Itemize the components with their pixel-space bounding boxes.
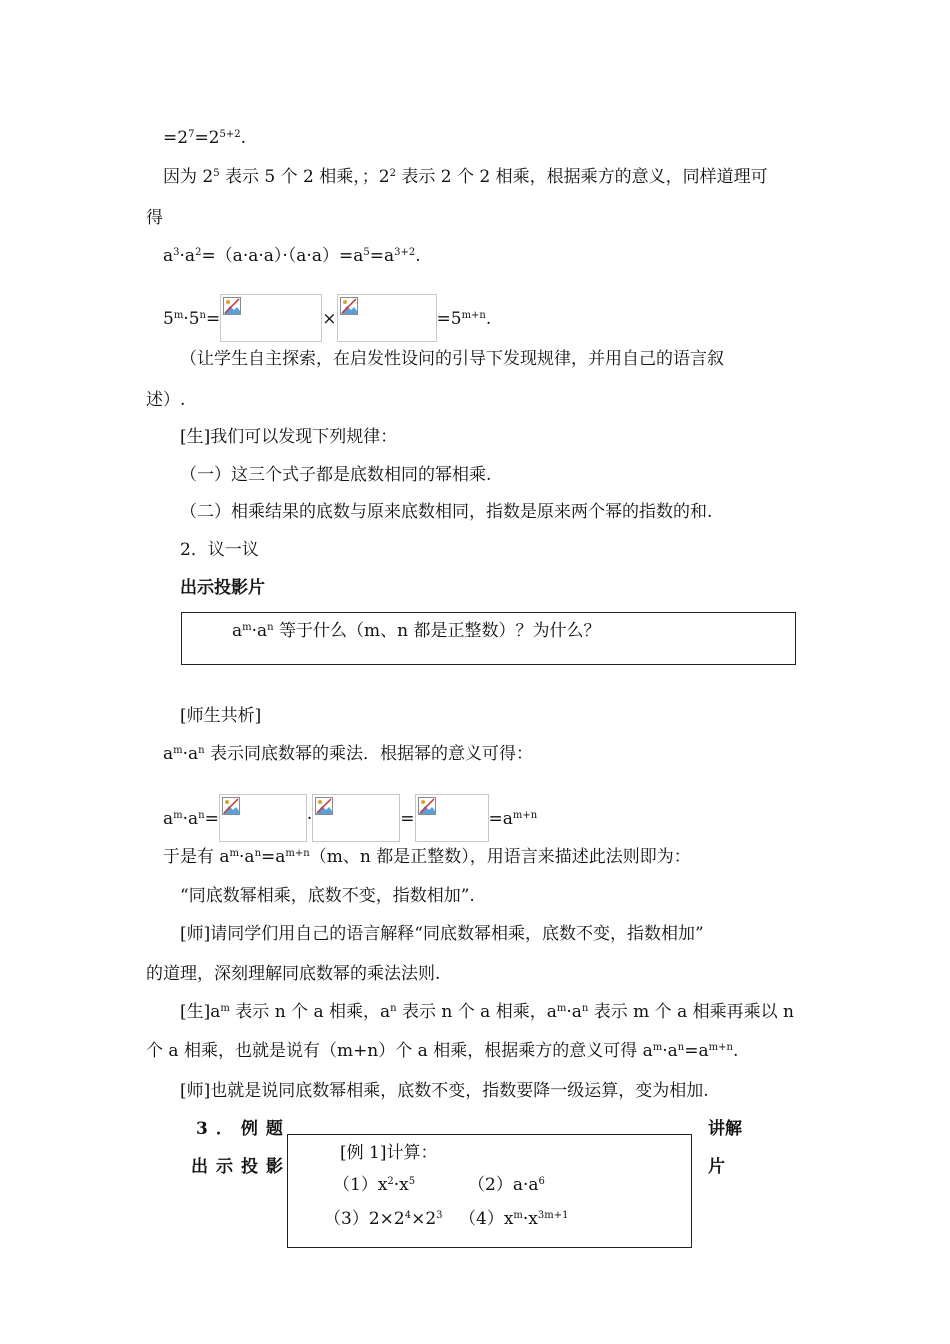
broken-image-placeholder <box>220 294 322 342</box>
example-problem-2: $(2)a\cdot a^6$ <box>468 1175 545 1195</box>
broken-image-placeholder <box>337 294 437 342</box>
broken-image-placeholder <box>312 794 400 842</box>
example-problem-3: $(3)2\times 2^4\times 2^3$ <box>324 1209 443 1229</box>
formula-line-1: $=2^7=2^{5+2}$. <box>163 128 247 148</box>
side-label-left-1: 3．例题 <box>196 1119 291 1139</box>
paragraph-line: 个 a 相乘，也就是说有（m+n）个 a 相乘，根据乘方的意义可得 $a^m\cdot a^n=a^{m+n}$. <box>146 1041 739 1061</box>
broken-image-placeholder <box>219 794 307 842</box>
paragraph-line: [师]也就是说同底数幂相乘，底数不变，指数要降一级运算，变为相加. <box>180 1081 709 1101</box>
paragraph-line: （二）相乘结果的底数与原来底数相同，指数是原来两个幂的指数的和. <box>180 502 713 522</box>
broken-image-icon <box>315 797 333 815</box>
side-label-left-2: 出示投影 <box>191 1157 291 1177</box>
paragraph-line: [生]我们可以发现下列规律： <box>180 427 398 447</box>
projection-question: $a^m\cdot a^n$ 等于什么（m、n 都是正整数）？为什么？ <box>232 621 601 641</box>
paragraph-line: [生]$a^m$ 表示 n 个 a 相乘，$a^n$ 表示 n 个 a 相乘，$a^m\cdot a^n$ 表示 m 个 a 相乘再乘以 n <box>180 1002 794 1022</box>
example-title: [例 1]计算： <box>340 1143 438 1163</box>
paragraph-line: $a^m\cdot a^n$ 表示同底数幂的乘法．根据幂的意义可得： <box>163 744 534 764</box>
broken-image-icon <box>418 797 436 815</box>
side-label-right-2: 片 <box>708 1157 725 1177</box>
formula-line: $a^3\cdot a^2=(a\cdot a\cdot a)\cdot(a\cdot a)=a^5=a^{3+2}$. <box>163 246 421 266</box>
example-problem-1: $(1)x^2\cdot x^5$ <box>333 1175 416 1195</box>
paragraph-line: 的道理，深刻理解同底数幂的乘法法则. <box>146 964 441 984</box>
side-label-right-1: 讲解 <box>708 1119 742 1139</box>
broken-image-icon <box>222 797 240 815</box>
paragraph-line: （一）这三个式子都是底数相同的幂相乘. <box>180 465 492 485</box>
paragraph-line: 于是有 $a^m\cdot a^n=a^{m+n}(m$、n 都是正整数），用语言来描述此法则即为： <box>163 847 691 867</box>
broken-image-placeholder <box>415 794 489 842</box>
paragraph-line: 述）. <box>146 390 186 410</box>
section-heading: 2．议一议 <box>180 540 259 560</box>
broken-image-icon <box>340 297 358 315</box>
example-problem-4: $(4)x^m\cdot x^{3m+1}$ <box>459 1209 569 1229</box>
section-subheading: 出示投影片 <box>180 578 265 598</box>
broken-image-icon <box>223 297 241 315</box>
paragraph-line: 因为 $2^5$ 表示 5 个 2 相乘，；$2^2$ 表示 2 个 2 相乘，根据乘方的意义，同样道理可 <box>163 167 768 187</box>
formula-line-with-images: $5^m\cdot 5^n=$ × $=5^{m+n}$. <box>163 294 491 342</box>
paragraph-line: [师]请同学们用自己的语言解释“同底数幂相乘，底数不变，指数相加” <box>180 924 704 944</box>
paragraph-line: （让学生自主探索，在启发性设问的引导下发现规律，并用自己的语言叙 <box>180 349 724 369</box>
paragraph-line: 得 <box>146 208 163 228</box>
formula-line-with-images: $a^m\cdot a^n=$ · = $=a^{m+n}$ <box>163 794 537 842</box>
paragraph-line: “同底数幂相乘，底数不变，指数相加”. <box>180 886 475 906</box>
paragraph-line: [师生共析] <box>180 706 262 726</box>
